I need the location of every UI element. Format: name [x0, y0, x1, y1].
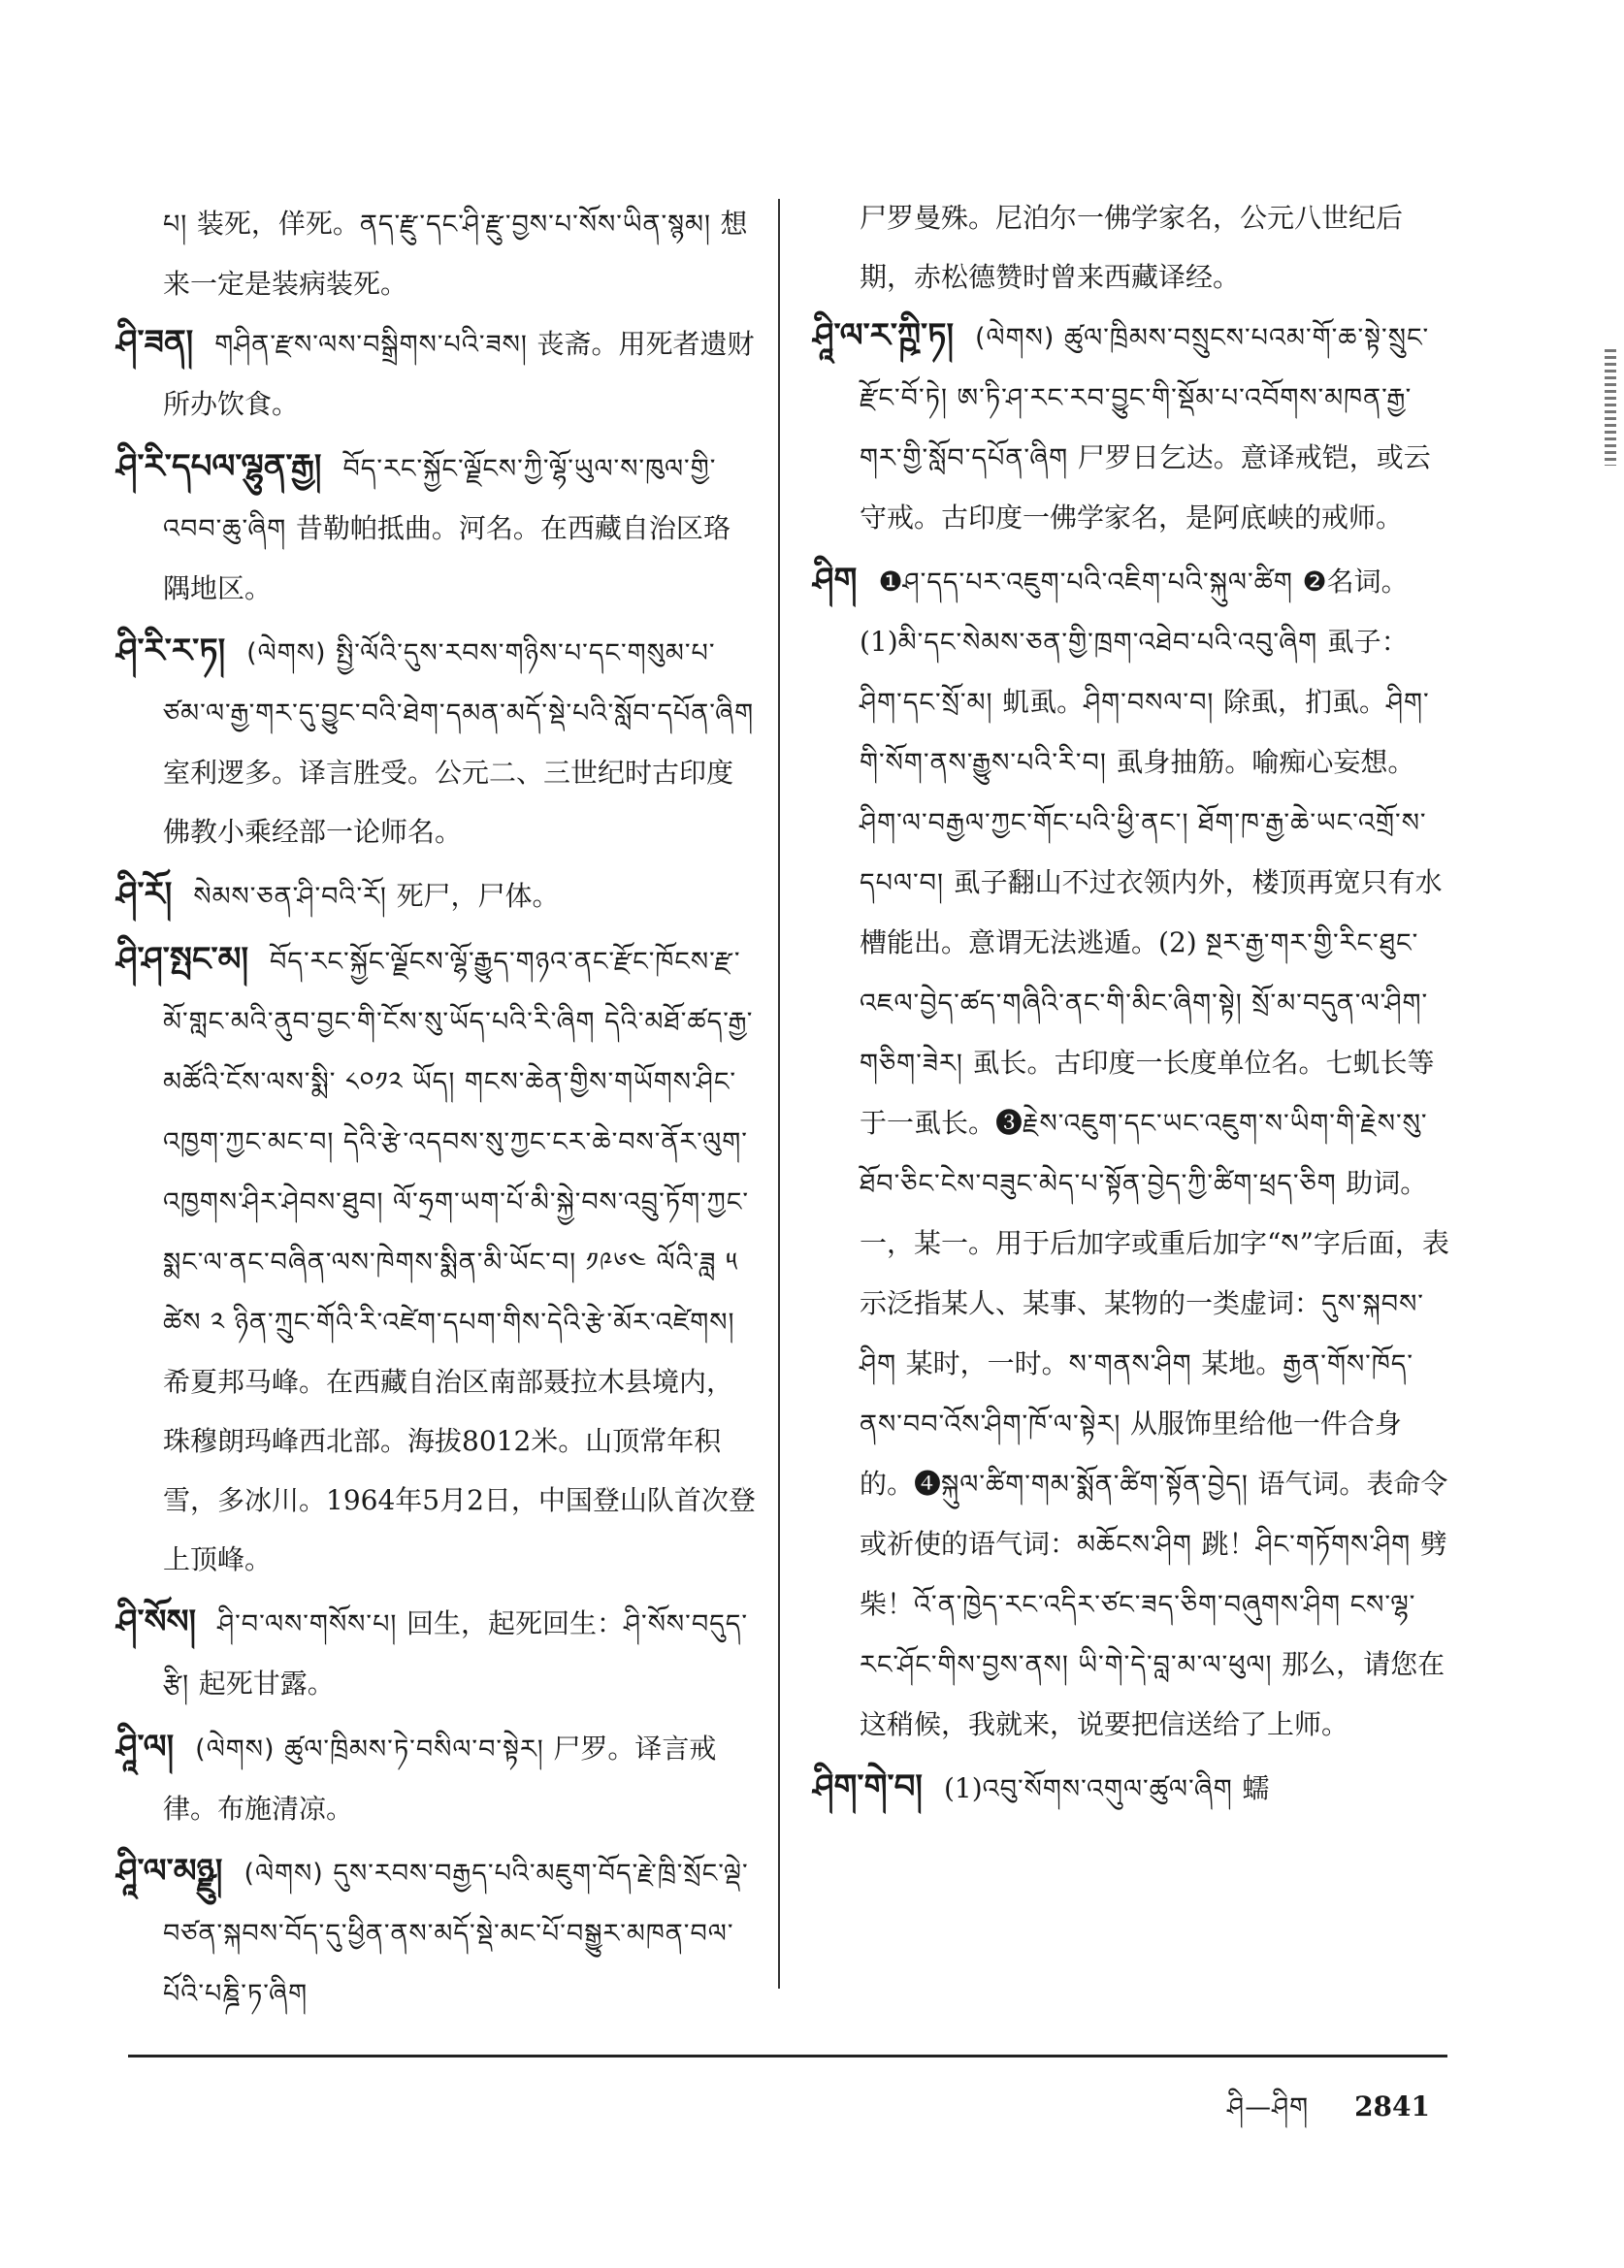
- entry-headword: ཤི་རི་དཔལ་ལྷུན་རྒྱ།: [116, 447, 322, 486]
- chinese-text: 虱子：: [1326, 626, 1409, 658]
- tibetan-text: ཤིག་དང་སྲོ་མ།: [860, 688, 1003, 718]
- tibetan-text: ཤི་བ་ལས་གསོས་པ།: [217, 1609, 406, 1639]
- column-divider: [778, 199, 780, 1989]
- chinese-text: ❶: [878, 566, 903, 598]
- tibetan-text: ཤིང་གཏོགས་ཤིག: [1255, 1530, 1420, 1560]
- dictionary-entry: [116, 930, 757, 1589]
- entry-headword: ཤི་སོས།: [116, 1603, 197, 1641]
- chinese-text: (1): [943, 1772, 983, 1804]
- tibetan-text: འབུ་སོགས་འགུལ་ཚུལ་ཞིག: [982, 1774, 1243, 1804]
- chinese-text: 虱长。古印度一长度单位名。七虮长等于一虱长。: [860, 1047, 1435, 1139]
- dictionary-entry: [116, 865, 757, 926]
- chinese-text: 那么，请您在这稍候，我就来，说要把信送给了上师。: [860, 1648, 1445, 1740]
- tibetan-text: རྗེས་འཇུག་དང་ཡང་འཇུག་ས་ཡིག་གི་རྗེས་སུ་ཐོབ་ཅིང་ངེས་བཟུང་མེད་པ་སྟོན་བྱེད་ཀྱི་ཚིག་ཕྲད་ཅིག: [860, 1109, 1428, 1199]
- tibetan-text: པ།: [163, 210, 197, 240]
- chinese-text: 虮虱。: [1002, 686, 1085, 718]
- chinese-text: 某地。: [1201, 1347, 1283, 1379]
- chinese-text: 除虱，扪虱。: [1222, 686, 1386, 718]
- chinese-text: ”字后面，表示泛指某人、某事、某物的一类虚词：: [860, 1227, 1449, 1319]
- chinese-text: 某时，一时。: [905, 1347, 1069, 1379]
- tibetan-text: ནད་རྫུ་དང་ཤི་རྫུ་བྱས་པ་སོས་ཡིན་སྙམ།: [359, 210, 721, 240]
- dictionary-entry: [813, 1758, 1449, 1819]
- page-footer: [1227, 2078, 1430, 2152]
- chinese-text: 装死，佯死。: [196, 208, 360, 240]
- tibetan-text: (ལེགས) ཚུལ་ཁྲིམས་བསྲུངས་པའམ་གོ་ཆ་སྟེ་སྲུང་རྫོང་བོ་ཏེ། ཨ་ཏི་ཤ་རང་རབ་བྱུང་གི་སྡོམ་པ་འབོགས་མཁན་རྒྱ་གར་གྱི་སློབ་དཔོན་ཞིག: [860, 323, 1430, 473]
- page-number: 2841: [1354, 2090, 1430, 2122]
- entry-headword: ཤིག: [813, 561, 858, 599]
- tibetan-text: མི་དང་སེམས་ཅན་གྱི་ཁྲག་འཐེབ་པའི་འབུ་ཞིག: [897, 628, 1327, 658]
- entry-continuation: [813, 188, 1449, 307]
- chinese-text: 蠕: [1242, 1772, 1270, 1804]
- chinese-text: 助词。一，某一。用于后加字或重后加字“: [860, 1167, 1428, 1259]
- dictionary-entry: [116, 1593, 757, 1714]
- edge-mark: [1605, 349, 1616, 466]
- tibetan-text: ཤིག་བསལ་བ།: [1084, 688, 1223, 718]
- tibetan-text: བོད་རང་སྐྱོང་ལྗོངས་ལྷོ་རྒྱུད་གཉའ་ནང་རྫོང་ཁོངས་རྫ་མོ་གླང་མའི་ནུབ་བྱང་གི་ངོས་སུ་ཡོད་པའི་རི་ཞིག དེའི་མཐོ་ཚད་རྒྱ་མཚོའི་ངོས་ལས་སྨི་ ༨༠༡༢ ཡོད། གངས་ཆེན་གྱིས་གཡོགས་ཤིང་འཁྱག་ཀྱང་མང་བ། དེའི་རྩེ་འདབས་སུ་ཀྱང་ངར་ཆེ་བས་ནོར་ལུག་འཁྱགས་ཤིར་ཤེབས་ཐུབ། ལོ་ཧྲག་ཡག་པོ་མི་སྐྱེ་བས་འབྲུ་ཏོག་ཀྱང་སྨང་ལ་ནང་བཞིན་ལས་ཁེགས་སྨིན་མི་ཡོང་བ། ༡༩༦༤ ལོའི་ཟླ ༥ ཚེས ༢ ཉིན་ཀྲུང་གོའི་རི་འཛེག་དཔག་གིས་དེའི་རྩེ་མོར་འཛེགས།: [163, 947, 754, 1338]
- entry-headword: ཤཱི་ལ་མཉྫུ།: [116, 1852, 223, 1891]
- entry-continuation: [116, 194, 757, 313]
- tibetan-text: གཤིན་རྫས་ལས་བསྒྲིགས་པའི་ཟས།: [214, 330, 537, 360]
- chinese-text: 尸罗曼殊。尼泊尔一佛学家名，公元八世纪后期，赤松德赞时曾来西藏译经。: [860, 202, 1404, 293]
- tibetan-text: སྐུལ་ཚིག་གམ་སྨོན་ཚིག་སྟོན་བྱེད།: [941, 1470, 1258, 1500]
- entry-headword: ཤཱི་ལ།: [116, 1728, 175, 1766]
- chinese-text: 语气词。表命令或祈使的语气词：: [860, 1468, 1448, 1560]
- dictionary-entry: [813, 551, 1449, 1754]
- tibetan-text: དུས་སྐབས་ཤིག: [860, 1289, 1424, 1379]
- dictionary-entry: [116, 622, 757, 861]
- footer-rule: [128, 2055, 1447, 2057]
- chinese-text: 虱子翻山不过衣领内外，楼顶再宽只有水槽能出。意谓无法逃遁。: [860, 866, 1443, 958]
- tibetan-text: སྔར་རྒྱ་གར་གྱི་རིང་ཐུང་འཇལ་བྱེད་ཚད་གཞིའི་ནང་གི་མིང་ཞིག་སྟེ། སྲོ་མ་བདུན་ལ་ཤིག་གཅིག་ཟེར།: [860, 928, 1429, 1079]
- entry-headword: ཤི་ཤ་སྤང་མ།: [116, 940, 248, 979]
- tibetan-text: ཤིག་གི་སོག་ནས་རྒྱུས་པའི་རི་བ།: [860, 688, 1430, 778]
- entry-headword: ཤི་ཟན།: [116, 323, 194, 362]
- chinese-text: 室利逻多。译言胜受。公元二、三世纪时古印度佛教小乘经部一论师名。: [163, 757, 734, 848]
- right-column: [813, 188, 1449, 1823]
- tibetan-text: མཆོངས་ཤིག: [1077, 1530, 1202, 1560]
- chinese-text: ❸: [995, 1107, 1023, 1139]
- entry-headword: ཤཱི་ལ་ར་ཀྵི་ཏ།: [813, 316, 955, 355]
- dictionary-entry: [116, 437, 757, 618]
- tibetan-text: (ལེགས) སྤྱི་ལོའི་དུས་རབས་གཉིས་པ་དང་གསུམ་པ་ཙམ་ལ་རྒྱ་གར་དུ་བྱུང་བའི་ཐེག་དམན་མདོ་སྡེ་པའི་སློབ་དཔོན་ཞིག: [163, 638, 755, 729]
- dictionary-entry: [116, 1842, 757, 2024]
- chinese-text: 尸罗日乞达。意译戒铠，或云守戒。古印度一佛学家名，是阿底峡的戒师。: [860, 441, 1431, 534]
- chinese-text: 跳！: [1201, 1528, 1256, 1560]
- chinese-text: (2): [1158, 926, 1206, 958]
- tibetan-text: རྒྱན་གོས་ཁོད་ནས་བབ་འོས་ཤིག་ཁོ་ལ་སྟེར།: [860, 1349, 1414, 1440]
- tibetan-text: ཤིག་ལ་བརྒྱལ་ཀྱང་གོང་པའི་ཕྱི་ནང་། ཐོག་ཁ་རྒྱ་ཆེ་ཡང་འགྲོ་ས་དཔལ་བ།: [860, 808, 1427, 898]
- chinese-text: 丧斋。用死者遗财所办饮食。: [163, 328, 755, 420]
- tibetan-text: སེམས་ཅན་ཤི་བའི་རོ།: [193, 882, 397, 912]
- dictionary-entry: [813, 307, 1449, 547]
- entry-headword: ཤིག་གེ་བ།: [813, 1767, 923, 1806]
- chinese-text: ❷名词。(1): [860, 566, 1409, 658]
- chinese-text: 起死甘露。: [198, 1668, 335, 1700]
- tibetan-text: ཤ་དད་པར་འཇུག་པའི་འཇིག་པའི་སྐུལ་ཚིག: [902, 567, 1303, 598]
- dictionary-entry: [116, 313, 757, 434]
- chinese-text: 想来一定是装病装死。: [163, 208, 748, 300]
- tibetan-text: བོད་རང་སྐྱོང་ལྗོངས་ཀྱི་ལྷོ་ཡུལ་ས་ཁུལ་གྱི་འབབ་ཆུ་ཞིག: [163, 454, 717, 544]
- chinese-text: 回生，起死回生：: [406, 1607, 624, 1639]
- left-column: [116, 194, 757, 2027]
- chinese-text: 昔勒帕抵曲。河名。在西藏自治区珞隅地区。: [163, 512, 731, 604]
- tibetan-text: (ལེགས) ཚུལ་ཁྲིམས་ཏེ་བསིལ་བ་སྟེར།: [195, 1734, 554, 1765]
- chinese-text: 希夏邦马峰。在西藏自治区南部聂拉木县境内，珠穆朗玛峰西北部。海拔8012米。山顶常年积雪，多冰川。1964年5月2日，中国登山队首次登上顶峰。: [163, 1366, 756, 1575]
- tibetan-text: འོ་ན་ཁྱེད་རང་འདིར་ཙང་ཟད་ཅིག་བཞུགས་ཤིག ངས་ལྷ་རང་ཤོང་གིས་བྱས་ནས། ཡི་གེ་དེ་བླ་མ་ལ་ཕུལ།: [860, 1590, 1416, 1680]
- page-range: ཤི—ཤིག: [1227, 2092, 1310, 2122]
- chinese-text: 从服饰里给他一件合身的。: [860, 1408, 1402, 1500]
- chinese-text: 死尸，尸体。: [396, 880, 560, 912]
- entry-headword: ཤི་རོ།: [116, 875, 173, 914]
- tibetan-text: ཤི་སོས་བདུད་རྩི།: [163, 1609, 749, 1700]
- tibetan-text: (ལེགས) དུས་རབས་བརྒྱད་པའི་མཇུག་བོད་རྗེ་ཁྲི་སྲོང་ལྡེ་བཙན་སྐབས་བོད་དུ་ཕྱིན་ནས་མདོ་སྡེ་མང་པོ་བསྒྱུར་མཁན་བལ་པོའི་པཎྜི་ཏ་ཞིག: [163, 1859, 749, 2009]
- tibetan-text: ས་གནས་ཤིག: [1068, 1349, 1202, 1379]
- dictionary-entry: [116, 1718, 757, 1838]
- tibetan-text: ས: [1281, 1229, 1300, 1259]
- chinese-text: ❹: [914, 1468, 942, 1500]
- chinese-text: 尸罗。译言戒律。布施清凉。: [163, 1733, 717, 1825]
- chinese-text: 劈柴！: [860, 1528, 1447, 1620]
- entry-headword: ཤི་རི་ར་ཏ།: [116, 632, 226, 670]
- chinese-text: 虱身抽筋。喻痴心妄想。: [1116, 746, 1415, 778]
